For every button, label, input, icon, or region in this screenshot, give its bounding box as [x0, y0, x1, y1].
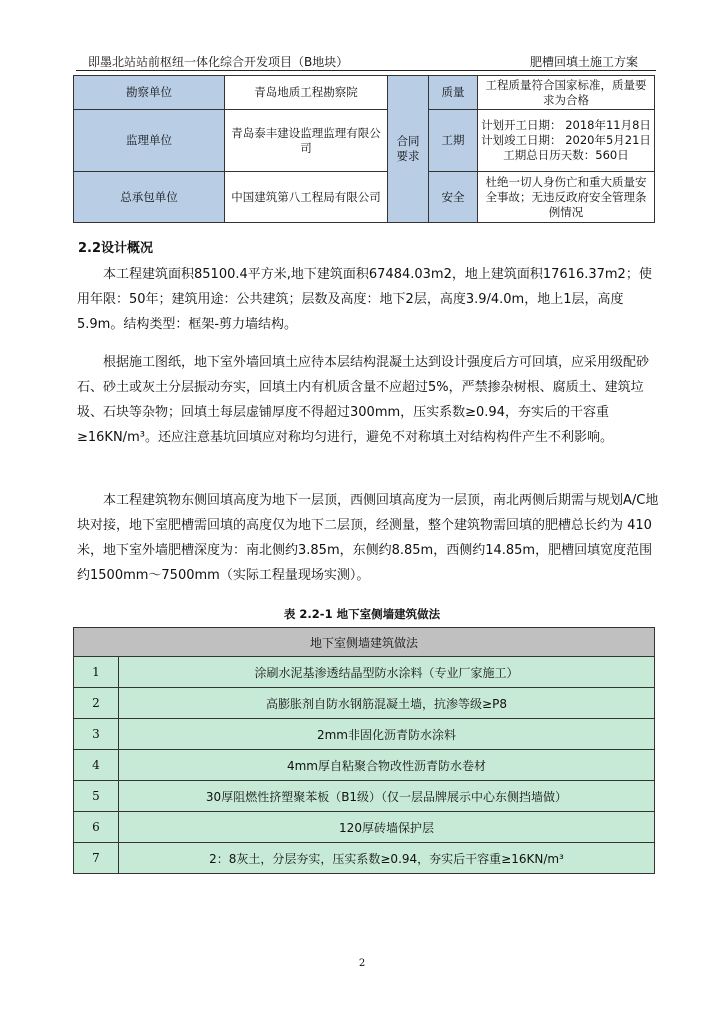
table-row [74, 76, 655, 110]
requirement-schedule [478, 110, 655, 172]
wall-construction-table [73, 627, 655, 874]
requirement-label: 工期 [429, 110, 478, 172]
table-header-row [74, 628, 655, 657]
table-row [74, 812, 655, 843]
table-row [74, 719, 655, 750]
requirement-line: 例情况 [548, 204, 584, 219]
header-project-title: 即墨北站站前枢纽一体化综合开发项目（B地块） [88, 55, 349, 69]
info-label: 勘察单位 [74, 76, 225, 110]
info-label: 总承包单位 [74, 172, 225, 223]
requirement-label: 安全 [429, 172, 478, 223]
requirement-safety [478, 172, 655, 223]
table-row [74, 110, 655, 172]
requirement-line: 计划竣工日期： 2020年5月21日 [481, 133, 651, 147]
row-number: 6 [74, 812, 119, 843]
page-number: 2 [358, 958, 366, 969]
table-row [74, 657, 655, 688]
info-value: 青岛地质工程勘察院 [225, 76, 388, 110]
requirement-quality [478, 76, 655, 110]
row-number: 7 [74, 843, 119, 874]
header-divider [76, 70, 656, 71]
requirement-line: 工程质量符合国家标准，质量要 [485, 77, 647, 92]
requirement-line: 计划开工日期： 2018年11月8日 [481, 118, 651, 132]
paragraph: 本工程建筑物东侧回填高度为地下一层顶，西侧回填高度为一层顶，南北两侧后期需与规划A/C地块对接，地下室肥槽需回填的高度仅为地下二层顶，经测量，整个建筑物需回填的肥槽总长约为 410 米，地下室外墙肥槽深度为：南北侧约3.85m，东侧约8.85m，西侧约14.85m，肥槽回填宽度范围约1500mm～7500mm（实际工程量现场实测）。 [77, 493, 659, 583]
info-value: 中国建筑第八工程局有限公司 [225, 172, 388, 223]
row-number: 3 [74, 719, 119, 750]
table-row [74, 172, 655, 223]
row-text: 涂刷水泥基渗透结晶型防水涂料（专业厂家施工） [119, 657, 655, 688]
info-label: 监理单位 [74, 110, 225, 172]
section-heading: 2.2设计概况 [78, 241, 154, 256]
table-row [74, 843, 655, 874]
table-row [74, 688, 655, 719]
requirement-line: 全事故；无违反政府安全管理条 [485, 189, 647, 204]
table-row [74, 781, 655, 812]
row-text: 2mm非固化沥青防水涂料 [119, 719, 655, 750]
table-row [74, 750, 655, 781]
header-document-title: 肥槽回填土施工方案 [529, 55, 638, 69]
row-number: 5 [74, 781, 119, 812]
row-text: 30厚阻燃性挤塑聚苯板（B1级）（仅一层品牌展示中心东侧挡墙做） [119, 781, 655, 812]
requirement-label: 质量 [429, 76, 478, 110]
row-number: 4 [74, 750, 119, 781]
table-caption: 表 2.2-1 地下室侧墙建筑做法 [283, 607, 441, 621]
row-text: 高膨胀剂自防水钢筋混凝土墙，抗渗等级≥P8 [119, 688, 655, 719]
row-text: 4mm厚自粘聚合物改性沥青防水卷材 [119, 750, 655, 781]
paragraph: 根据施工图纸，地下室外墙回填土应待本层结构混凝土达到设计强度后方可回填，应采用级配砂石、砂土或灰土分层振动夯实，回填土内有机质含量不应超过5%，严禁掺杂树根、腐质土、建筑垃圾、石块等杂物；回填土每层虚铺厚度不得超过300mm，压实系数≥0.94，夯实后的干容重≥16KN/m³。还应注意基坑回填应对称均匀进行，避免不对称填土对结构构件产生不利影响。 [77, 355, 650, 445]
contract-requirements-label: 合同要求 [388, 76, 429, 223]
row-text: 2：8灰土，分层夯实，压实系数≥0.94，夯实后干容重≥16KN/m³ [119, 843, 655, 874]
requirement-line: 求为合格 [543, 92, 589, 107]
project-info-table [73, 75, 655, 223]
row-text: 120厚砖墙保护层 [119, 812, 655, 843]
requirement-line: 工期总日历天数：560日 [503, 148, 629, 162]
row-number: 1 [74, 657, 119, 688]
paragraph: 本工程建筑面积85100.4平方米,地下建筑面积67484.03m2，地上建筑面积17616.37m2；使用年限：50年；建筑用途：公共建筑；层数及高度：地下2层，高度3.9/4.0m，地上1层，高度5.9m。结构类型：框架-剪力墙结构。 [77, 267, 652, 332]
requirement-line: 杜绝一切人身伤亡和重大质量安 [485, 174, 647, 189]
row-number: 2 [74, 688, 119, 719]
page-header [76, 50, 656, 70]
table-header: 地下室侧墙建筑做法 [74, 628, 655, 657]
info-value: 青岛泰丰建设监理监理有限公司 [225, 110, 388, 172]
